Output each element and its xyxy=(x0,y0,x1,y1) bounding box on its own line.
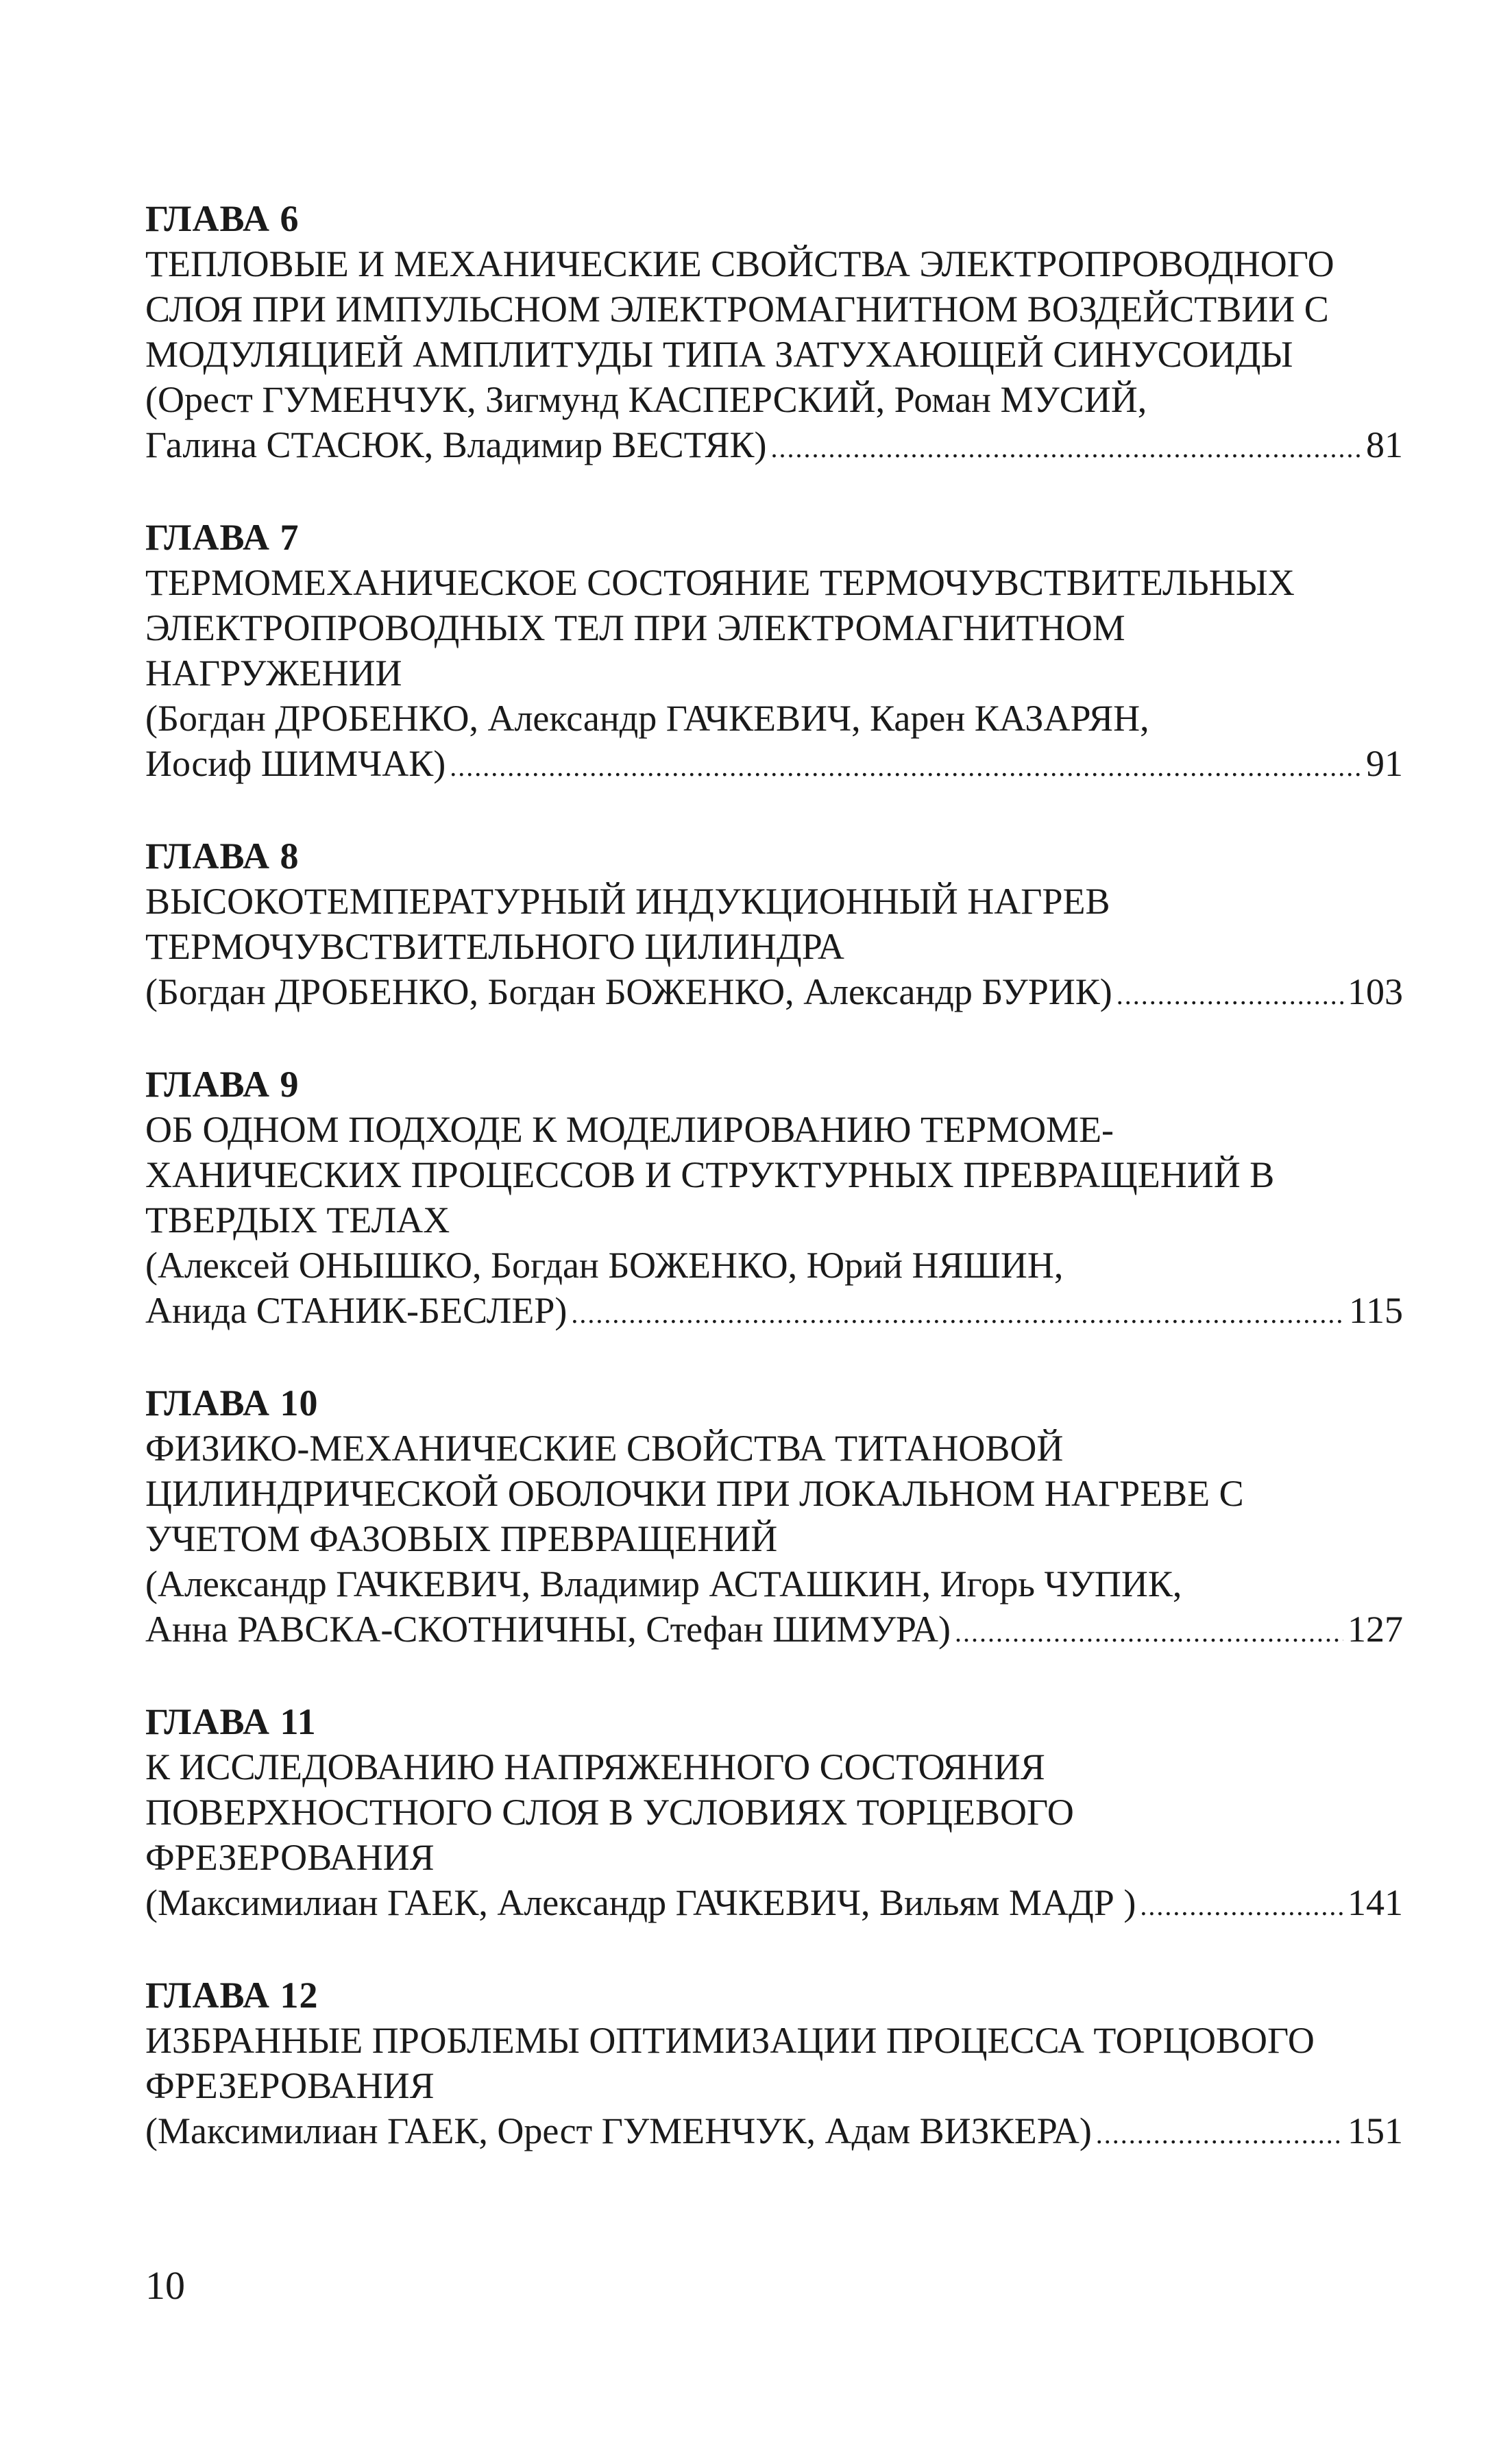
chapter-label: ГЛАВА 9 xyxy=(145,1064,300,1105)
authors-line-with-page xyxy=(145,1880,1403,1929)
toc-entry-chapter-8[interactable] xyxy=(145,833,1403,1018)
chapter-title xyxy=(145,241,1403,377)
authors-line-with-page xyxy=(145,1288,1403,1337)
chapter-label: ГЛАВА 8 xyxy=(145,835,300,877)
chapter-authors xyxy=(145,1561,1403,1655)
chapter-title-line: ПОВЕРХНОСТНОГО СЛОЯ В УСЛОВИЯХ ТОРЦЕВОГО xyxy=(145,1792,1074,1833)
chapter-authors xyxy=(145,1243,1403,1337)
chapter-title xyxy=(145,560,1403,696)
dot-leader xyxy=(1140,1883,1343,1929)
page-number: 103 xyxy=(1347,971,1403,1012)
authors-line-with-page xyxy=(145,2108,1403,2157)
page-number: 115 xyxy=(1349,1290,1403,1331)
chapter-label: ГЛАВА 11 xyxy=(145,1701,317,1742)
chapter-title xyxy=(145,1744,1403,1880)
dot-leader xyxy=(955,1610,1343,1655)
chapter-title xyxy=(145,879,1403,969)
chapter-title-line: ФИЗИКО-МЕХАНИЧЕСКИЕ СВОЙСТВА ТИТАНОВОЙ xyxy=(145,1428,1064,1469)
chapter-title xyxy=(145,2018,1403,2108)
chapter-title-line: ХАНИЧЕСКИХ ПРОЦЕССОВ И СТРУКТУРНЫХ ПРЕВРАЩЕНИЙ В xyxy=(145,1154,1275,1195)
chapter-title-line: ТВЕРДЫХ ТЕЛАХ xyxy=(145,1199,450,1241)
authors-line-with-page xyxy=(145,1607,1403,1655)
authors-line: (Максимилиан ГАЕК, Александр ГАЧКЕВИЧ, Вильям МАДР ) xyxy=(145,1882,1136,1923)
dot-leader xyxy=(571,1291,1345,1337)
page-folio-number: 10 xyxy=(145,2263,185,2308)
table-of-contents xyxy=(145,196,1403,2157)
page-number: 127 xyxy=(1347,1609,1403,1650)
toc-entry-chapter-7[interactable] xyxy=(145,515,1403,790)
chapter-title-line: ТЕРМОМЕХАНИЧЕСКОЕ СОСТОЯНИЕ ТЕРМОЧУВСТВИТЕЛЬНЫХ xyxy=(145,562,1295,603)
chapter-title-line: ФРЕЗЕРОВАНИЯ xyxy=(145,1837,435,1878)
dot-leader xyxy=(450,744,1362,790)
chapter-authors xyxy=(145,377,1403,471)
chapter-authors xyxy=(145,696,1403,790)
authors-line-with-page xyxy=(145,422,1403,471)
chapter-label: ГЛАВА 12 xyxy=(145,1975,319,2016)
page-number: 141 xyxy=(1347,1882,1403,1923)
chapter-title-line: ОБ ОДНОМ ПОДХОДЕ К МОДЕЛИРОВАНИЮ ТЕРМОМЕ- xyxy=(145,1109,1114,1150)
chapter-title-line: ВЫСОКОТЕМПЕРАТУРНЫЙ ИНДУКЦИОННЫЙ НАГРЕВ xyxy=(145,881,1110,922)
chapter-authors xyxy=(145,969,1403,1018)
chapter-title-line: К ИССЛЕДОВАНИЮ НАПРЯЖЕННОГО СОСТОЯНИЯ xyxy=(145,1746,1045,1788)
authors-line: (Богдан ДРОБЕНКО, Александр ГАЧКЕВИЧ, Карен КАЗАРЯН, xyxy=(145,698,1149,739)
page-number: 151 xyxy=(1347,2110,1403,2151)
authors-line: (Богдан ДРОБЕНКО, Богдан БОЖЕНКО, Александр БУРИК) xyxy=(145,971,1112,1012)
authors-line: Анида СТАНИК-БЕСЛЕР) xyxy=(145,1290,568,1331)
authors-line: Анна РАВСКА-СКОТНИЧНЫ, Стефан ШИМУРА) xyxy=(145,1609,951,1650)
chapter-title-line: СЛОЯ ПРИ ИМПУЛЬСНОМ ЭЛЕКТРОМАГНИТНОМ ВОЗДЕЙСТВИИ С xyxy=(145,289,1329,330)
chapter-title-line: НАГРУЖЕНИИ xyxy=(145,652,402,694)
dot-leader xyxy=(1096,2112,1343,2157)
dot-leader xyxy=(771,426,1362,471)
chapter-authors xyxy=(145,2108,1403,2157)
authors-line: (Максимилиан ГАЕК, Орест ГУМЕНЧУК, Адам ВИЗКЕРА) xyxy=(145,2110,1092,2151)
authors-line: (Александр ГАЧКЕВИЧ, Владимир АСТАШКИН, Игорь ЧУПИК, xyxy=(145,1563,1182,1605)
toc-entry-chapter-11[interactable] xyxy=(145,1699,1403,1929)
chapter-title-line: ТЕРМОЧУВСТВИТЕЛЬНОГО ЦИЛИНДРА xyxy=(145,926,844,967)
chapter-title-line: МОДУЛЯЦИЕЙ АМПЛИТУДЫ ТИПА ЗАТУХАЮЩЕЙ СИНУСОИДЫ xyxy=(145,334,1293,375)
toc-entry-chapter-10[interactable] xyxy=(145,1380,1403,1655)
chapter-label: ГЛАВА 6 xyxy=(145,198,300,239)
authors-line: Галина СТАСЮК, Владимир ВЕСТЯК) xyxy=(145,424,767,465)
chapter-title-line: УЧЕТОМ ФАЗОВЫХ ПРЕВРАЩЕНИЙ xyxy=(145,1518,778,1559)
authors-line: (Алексей ОНЫШКО, Богдан БОЖЕНКО, Юрий НЯШИН, xyxy=(145,1245,1064,1286)
chapter-title-line: ЦИЛИНДРИЧЕСКОЙ ОБОЛОЧКИ ПРИ ЛОКАЛЬНОМ НАГРЕВЕ С xyxy=(145,1473,1244,1514)
authors-line-with-page xyxy=(145,741,1403,790)
toc-entry-chapter-9[interactable] xyxy=(145,1062,1403,1337)
chapter-title xyxy=(145,1107,1403,1243)
chapter-title-line: ИЗБРАННЫЕ ПРОБЛЕМЫ ОПТИМИЗАЦИИ ПРОЦЕССА ТОРЦОВОГО xyxy=(145,2020,1315,2061)
chapter-label: ГЛАВА 10 xyxy=(145,1382,319,1424)
chapter-authors xyxy=(145,1880,1403,1929)
dot-leader xyxy=(1117,973,1343,1018)
page-number: 91 xyxy=(1366,743,1403,784)
chapter-title xyxy=(145,1426,1403,1561)
chapter-title-line: ТЕПЛОВЫЕ И МЕХАНИЧЕСКИЕ СВОЙСТВА ЭЛЕКТРОПРОВОДНОГО xyxy=(145,243,1334,284)
toc-entry-chapter-6[interactable] xyxy=(145,196,1403,471)
authors-line: Иосиф ШИМЧАК) xyxy=(145,743,446,784)
authors-line: (Орест ГУМЕНЧУК, Зигмунд КАСПЕРСКИЙ, Роман МУСИЙ, xyxy=(145,379,1147,420)
page-number: 81 xyxy=(1366,424,1403,465)
chapter-title-line: ЭЛЕКТРОПРОВОДНЫХ ТЕЛ ПРИ ЭЛЕКТРОМАГНИТНОМ xyxy=(145,607,1125,648)
toc-entry-chapter-12[interactable] xyxy=(145,1973,1403,2157)
chapter-label: ГЛАВА 7 xyxy=(145,517,300,558)
authors-line-with-page xyxy=(145,969,1403,1018)
chapter-title-line: ФРЕЗЕРОВАНИЯ xyxy=(145,2065,435,2106)
